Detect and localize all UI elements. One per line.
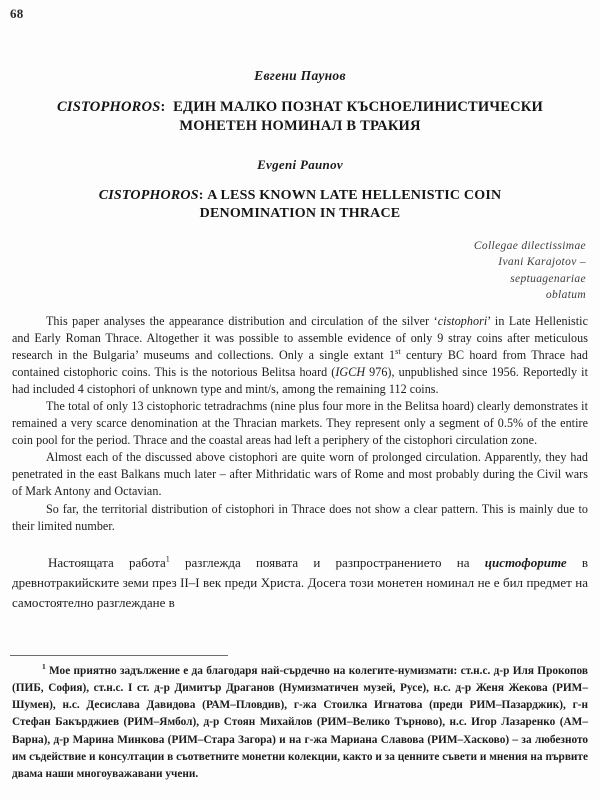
author-name-english: Evgeni Paunov: [257, 157, 343, 173]
footnote-reference-marker[interactable]: 1: [165, 554, 170, 564]
article-title-bulgarian: [12, 98, 588, 135]
footnote-1: [12, 663, 588, 783]
dedication-line-2: Ivani Karajotov –: [498, 256, 586, 269]
title-separator-english: :: [198, 188, 204, 204]
abstract-english: [12, 313, 588, 535]
footnote-text: Мое приятно задължение е да благодаря най-сърдечно на колегите-нумизмати: ст.н.с. д-р Иля Прокопов (ПИБ, София), ст.н.с. I ст. д-р Димитър Драганов (Нумизматичен музей, Русе), н.с. д-р Женя Жекова (РИМ–Шумен), н.с. Десислава Давидова (РАМ–Пловдив), г-жа Стоилка Игнатова (преди РИМ–Пазарджик), г-н Стефан Бакърджиев (РИМ–Ямбол), д-р Стоян Михайлов (РИМ–Велико Търново), н.с. Игор Лазаренко (АМ–Варна), д-р Марина Минкова (РИМ–Стара Загора) и на г-жа Мариана Славова (РИМ–Хасково) – за любезното им съдействие и консултации в съответните монетни колекции, както и за ценните съвети и мнения на първите двама наши многоуважавани учени.: [12, 665, 588, 780]
footnote-separator-rule: [10, 655, 228, 656]
title-line2-bulgarian: МОНЕТЕН НОМИНАЛ В ТРАКИЯ: [179, 117, 421, 134]
dedication-line-1: Collegae dilectissimae: [473, 240, 586, 252]
abstract-p1-ordinal-suffix: st: [395, 347, 401, 357]
body-p1-italic-cistophorite: цистофорите: [484, 555, 567, 570]
body-p1-segment-a: Настоящата работа: [48, 555, 166, 570]
footnote-number: 1: [42, 662, 46, 672]
title-block: [12, 68, 588, 223]
body-p1-segment-c: в древнотракийските земи през II–I век преди Христа. Досега този монетен номинал не е бил предмет на самостоятелно разглеждане в: [12, 555, 589, 610]
abstract-p1-segment-a: This paper analyses the appearance distribution and circulation of the silver ‘: [46, 314, 438, 328]
abstract-paragraph-2: The total of only 13 cistophoric tetradrachms (nine plus four more in the Belitsa hoard) clearly demonstrates it remained a very scarce denomination at the Thracian markets. They represent only a segment of 0.5% of the entire coin pool for the period. Thrace and the coastal areas had left a periphery of the cistophori circulation zone.: [12, 399, 588, 448]
abstract-paragraph-4: So far, the territorial distribution of cistophori in Thrace does not show a clear pattern. This is mainly due to their limited number.: [12, 501, 588, 533]
title-line2-english: DENOMINATION IN THRACE: [199, 206, 401, 222]
body-p1-segment-b: разглежда появата и разпространението на: [169, 555, 485, 570]
body-paragraph-1: [12, 553, 588, 612]
abstract-p1-italic-igch: IGCH: [335, 365, 366, 380]
page-number: 68: [10, 6, 24, 21]
abstract-p1-italic-cistophori: cistophori: [437, 314, 488, 328]
dedication-block: [346, 238, 586, 303]
title-line1-english: A LESS KNOWN LATE HELLENISTIC COIN: [207, 188, 502, 204]
title-line1-bulgarian: ЕДИН МАЛКО ПОЗНАТ КЪСНОЕЛИНИСТИЧЕСКИ: [173, 99, 543, 115]
author-name-bulgarian: Евгени Паунов: [254, 68, 346, 83]
body-text-bulgarian: [12, 553, 588, 612]
abstract-paragraph-3: Almost each of the discussed above cistophori are quite worn of prolonged circulation. Apparently, they had penetrated in the east Balkans much later – after Mithridatic wars of Rome and most probably during the Civil wars of Mark Antony and Octavian.: [12, 450, 588, 499]
dedication-line-4: oblatum: [545, 288, 586, 301]
article-title-english: [12, 187, 588, 223]
abstract-p1-segment-c: century BC hoard from Thrace had contained cistophoric coins. This is the notorious Belitsa hoard (: [12, 348, 589, 380]
title-latin-term-english: CISTOPHOROS: [98, 188, 199, 204]
abstract-p1-segment-d: 976), unpublished since 1956. Reportedly it had included 4 cistophori of unknown type and mint/s, among the remaining 112 coins.: [12, 365, 588, 397]
title-latin-term-bulgarian: CISTOPHOROS: [57, 99, 161, 115]
footnote-block: [12, 663, 588, 783]
abstract-p1-segment-b: ’ in Late Hellenistic and Early Roman Thrace. Altogether it was possible to assemble evidence of only 9 stray coins after meticulous research in the Bulgaria’ museums and collections. Only a single extant 1: [12, 314, 588, 363]
dedication-line-3: septuagenariae: [510, 272, 586, 285]
abstract-paragraph-1: [12, 313, 588, 398]
title-separator-bulgarian: :: [160, 99, 166, 115]
